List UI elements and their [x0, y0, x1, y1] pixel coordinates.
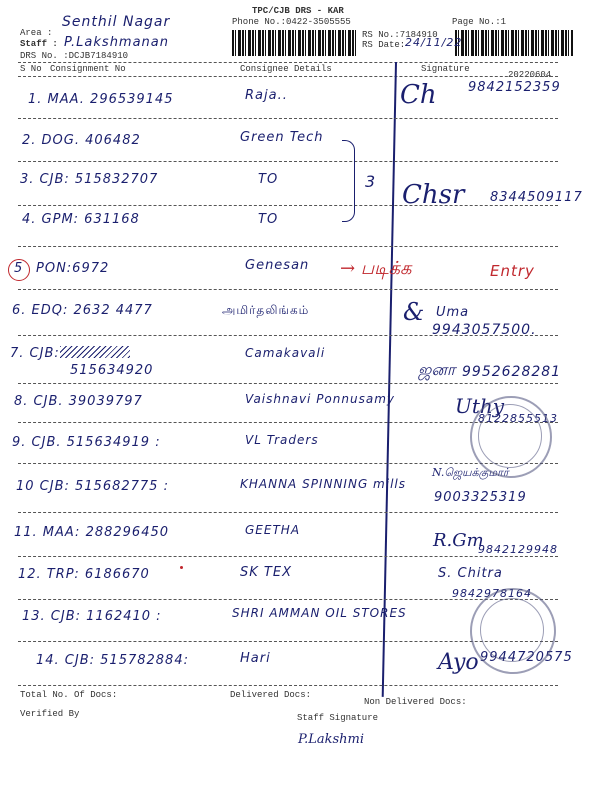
bracket-mark — [342, 140, 355, 222]
row-3-consignee: TO — [258, 172, 279, 187]
uma-name: Uma — [436, 305, 470, 320]
row-6-consignee: அமிர்தலிங்கம் — [222, 303, 310, 317]
barcode-right — [455, 30, 573, 56]
row-5-entry: PON:6972 — [36, 261, 110, 276]
date-stamp: 20220604 — [508, 70, 552, 80]
signature-14: Ayo — [438, 650, 479, 675]
col-sno: S No — [20, 64, 42, 74]
row-8-note: 8122855513 — [478, 412, 558, 425]
row-1-note: 9842152359 — [468, 80, 561, 95]
row-7-second: 515634920 — [70, 363, 154, 378]
row-7-consignee: Camakavali — [245, 346, 326, 360]
seal-stamp-2-inner — [480, 598, 544, 662]
row-6-entry: 6. EDQ: 2632 4477 — [12, 303, 153, 318]
signature-column-line — [382, 62, 397, 697]
col-signature: Signature — [421, 64, 470, 74]
row-3-note: 8344509117 — [490, 190, 583, 205]
row-5-consignee: Genesan — [245, 258, 310, 273]
row-11-entry: 11. MAA: 288296450 — [14, 525, 170, 540]
seal-stamp-1-inner — [478, 404, 542, 468]
signature-8: Uthy — [455, 394, 505, 418]
row-1-consignee: Raja.. — [245, 88, 288, 103]
col-consignment: Consignment No — [50, 64, 126, 74]
red-dot — [180, 566, 183, 569]
row-divider — [18, 118, 558, 119]
row-9-consignee: VL Traders — [245, 433, 319, 447]
rs-number: RS No.:7184910 — [362, 30, 438, 40]
row-12-entry: 12. TRP: 6186670 — [18, 567, 150, 582]
col-consignee: Consignee Details — [240, 64, 332, 74]
row-4-consignee: TO — [258, 212, 279, 227]
chitra-name: S. Chitra — [438, 566, 503, 581]
area-label: Area : — [20, 28, 53, 38]
verified-by: Verified By — [20, 709, 80, 719]
row-4-entry: 4. GPM: 631168 — [22, 212, 140, 227]
row-divider — [18, 161, 558, 162]
row-divider — [18, 289, 558, 290]
delivered-docs: Delivered Docs: — [230, 690, 312, 700]
signature-12: R.Gm — [433, 530, 484, 551]
row-divider — [18, 246, 558, 247]
rs-date-label: RS Date: — [362, 40, 406, 50]
row-2-consignee: Green Tech — [240, 130, 324, 145]
signature-10: N.ஜெயக்குமார் — [432, 466, 509, 479]
divider — [18, 76, 558, 77]
row-10-entry: 10 CJB: 515682775 : — [16, 479, 169, 494]
row-13-consignee: SHRI AMMAN OIL STORES — [232, 606, 407, 620]
row-2-entry: 2. DOG. 406482 — [22, 133, 141, 148]
row-14-entry: 14. CJB: 515782884: — [36, 653, 189, 668]
phone-number: Phone No.:0422-3505555 — [232, 17, 351, 27]
row-12-note: 9842129948 — [478, 543, 558, 556]
row-divider — [18, 685, 558, 686]
staff-signature: P.Lakshmi — [298, 732, 365, 747]
row-13-entry: 13. CJB: 1162410 : — [22, 609, 162, 624]
row-divider — [18, 205, 558, 206]
row-divider — [18, 383, 558, 384]
row-9-entry: 9. CJB. 515634919 : — [12, 435, 161, 450]
row-7-scribble — [60, 346, 130, 358]
row-10-note: 9003325319 — [434, 490, 527, 505]
row-11-consignee: GEETHA — [245, 523, 301, 537]
signature-3: Chsr — [402, 180, 465, 210]
row-13-note: 9842978164 — [452, 587, 532, 600]
rs-date-value: 24/11/22 — [405, 36, 463, 49]
staff-signature-label: Staff Signature — [297, 713, 379, 723]
divider — [18, 62, 558, 63]
row-8-entry: 8. CJB. 39039797 — [14, 394, 143, 409]
document-title: TPC/CJB DRS - KAR — [252, 6, 344, 16]
row-divider — [18, 556, 558, 557]
row-5-note: Entry — [490, 262, 535, 280]
drs-number: DRS No. :DCJB7184910 — [20, 51, 129, 61]
page-number: Page No.:1 — [452, 17, 507, 27]
row-7-entry: 7. CJB: — [10, 346, 60, 361]
staff-label: Staff : — [20, 39, 58, 49]
staff-value: P.Lakshmanan — [64, 35, 170, 50]
bracket-count: 3 — [365, 172, 377, 191]
signature-5: → படிக்க — [340, 258, 412, 279]
total-docs: Total No. Of Docs: — [20, 690, 118, 700]
row-14-consignee: Hari — [240, 651, 271, 666]
row-12-consignee: SK TEX — [240, 565, 292, 580]
non-delivered-docs: Non Delivered Docs: — [364, 697, 467, 707]
row-divider — [18, 463, 558, 464]
row-14-note: 9944720575 — [480, 650, 573, 665]
barcode-left — [232, 30, 357, 56]
row-10-consignee: KHANNA SPINNING mills — [240, 477, 406, 491]
signature-1: Ch — [400, 80, 437, 110]
row-3-entry: 3. CJB: 515832707 — [20, 172, 159, 187]
row-5-number: 5 — [14, 261, 24, 276]
row-7-note: 9952628281 — [462, 364, 562, 380]
row-8-consignee: Vaishnavi Ponnusamy — [245, 392, 395, 406]
row-6-note: 9943057500. — [432, 322, 537, 338]
signature-6: & — [403, 298, 425, 326]
row-divider — [18, 512, 558, 513]
row-1-entry: 1. MAA. 296539145 — [28, 92, 174, 107]
signature-7: ஜனா — [418, 360, 456, 379]
area-value: Senthil Nagar — [62, 14, 171, 30]
